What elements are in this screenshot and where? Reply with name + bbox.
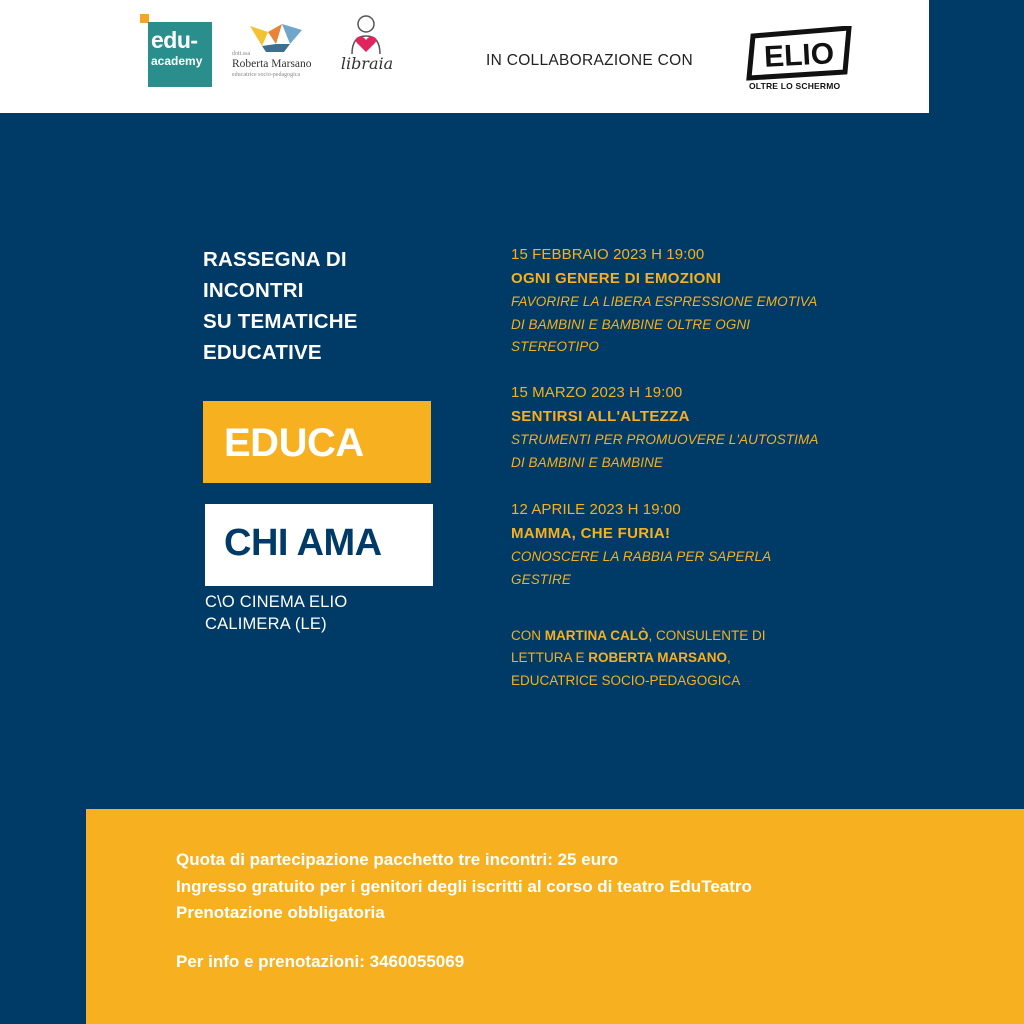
event-item [511,499,841,591]
event-date: 15 MARZO 2023 H 19:00 [511,384,683,401]
intro-line: RASSEGNA DI [203,248,347,271]
footer-line: Ingresso gratuito per i genitori degli iscritti al corso di teatro EduTeatro [176,876,752,896]
event-desc-line: STEREOTIPO [511,339,600,354]
credits-role1b: LETTURA E [511,650,589,666]
credits-line2 [511,647,801,669]
credits-con: CON [511,628,545,643]
rm-prefix: dott.ssa [232,51,251,57]
footer-info-panel [86,809,1024,1024]
event-date: 12 APRILE 2023 H 19:00 [511,501,681,518]
edu-logo-line1: edu- [151,27,198,53]
title-chiama-box [205,504,433,586]
elio-logo [745,26,855,96]
credits-name1: MARTINA CALÒ [544,628,649,643]
footer-info [176,847,752,927]
collaboration-label: IN COLLABORAZIONE CON [486,52,693,69]
intro-line: INCONTRI [203,279,304,302]
event-item [511,382,841,474]
event-title: SENTIRSI ALL'ALTEZZA [511,408,690,425]
elio-wordmark-text: ELIO [763,37,835,74]
venue-line1: C\O CINEMA ELIO [205,593,348,611]
event-title: MAMMA, CHE FURIA! [511,525,671,542]
libraia-wordmark: libraia [340,54,394,73]
credits-line1 [511,625,801,647]
elio-wordmark-icon [745,26,855,82]
footer-contact: Per info e prenotazioni: 3460055069 [176,952,465,971]
edu-logo-line2: academy [151,54,203,68]
event-desc-line: DI BAMBINI E BAMBINE [511,454,664,470]
credits-line3: EDUCATRICE SOCIO-PEDAGOGICA [511,672,741,688]
credits-role1a: , CONSULENTE DI [648,628,766,643]
header-strip [0,0,929,113]
rm-name: Roberta Marsano [232,58,312,70]
roberta-marsano-logo [232,22,322,82]
venue [205,591,347,635]
libraia-logo [334,14,400,76]
intro-line: EDUCATIVE [203,341,322,364]
rm-subtitle: educatrice socio-pedagogica [232,72,301,78]
event-date: 15 FEBBRAIO 2023 H 19:00 [511,246,705,263]
venue-line2: CALIMERA (LE) [205,615,327,633]
event-desc-line: FAVORIRE LA LIBERA ESPRESSIONE EMOTIVA [511,294,818,309]
title-line2: CHI AMA [224,522,382,564]
intro-line: SU TEMATICHE [203,310,358,333]
footer-line: Quota di partecipazione pacchetto tre incontri: 25 euro [176,850,619,869]
credits [511,625,801,692]
intro-heading [203,244,433,368]
event-desc-line: CONOSCERE LA RABBIA PER SAPERLA [511,549,772,564]
reader-heart-icon [346,14,386,56]
title-line1: EDUCA [224,421,364,465]
event-description [511,291,841,359]
edu-academy-logo-box [148,22,212,87]
event-title: OGNI GENERE DI EMOZIONI [511,270,722,287]
event-desc-line: STRUMENTI PER PROMUOVERE L'AUTOSTIMA [511,432,819,447]
event-desc-line: DI BAMBINI E BAMBINE OLTRE OGNI [511,316,751,332]
event-description [511,546,841,591]
footer-line: Prenotazione obbligatoria [176,903,385,922]
elio-subtitle: OLTRE LO SCHERMO [749,81,841,91]
edu-academy-logo [140,14,212,87]
credits-role2a: , [727,650,731,666]
event-description [511,429,841,474]
event-item [511,244,841,359]
title-educa-box [203,401,431,483]
event-desc-line: GESTIRE [511,571,571,587]
credits-name2: ROBERTA MARSANO [588,650,728,666]
paper-boat-icon [246,22,306,54]
